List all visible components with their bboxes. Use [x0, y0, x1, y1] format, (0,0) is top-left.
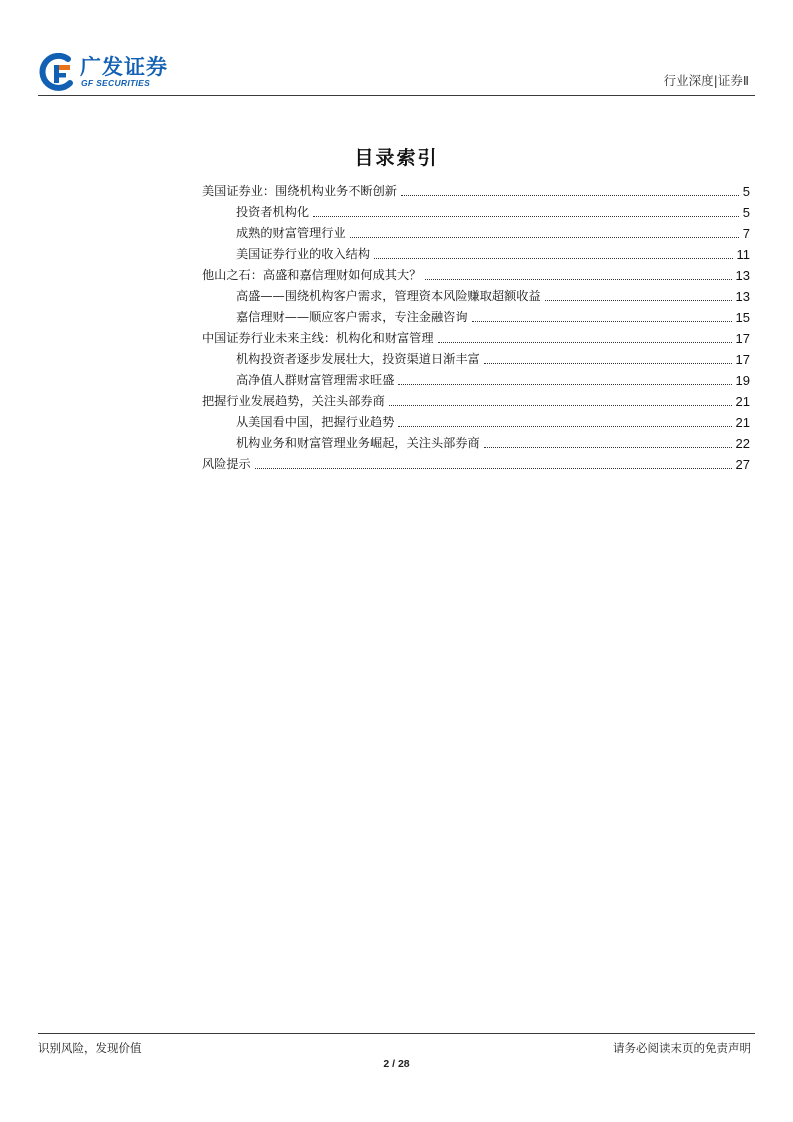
toc-leader-dots: [313, 216, 739, 217]
header-divider: [38, 95, 755, 96]
toc-entry-page: 11: [736, 247, 750, 262]
toc-entry-text: 高净值人群财富管理需求旺盛: [236, 373, 395, 387]
toc-entry[interactable]: [202, 285, 750, 305]
toc-entry-page: 15: [735, 310, 750, 325]
toc-entry-page: 7: [742, 226, 750, 241]
toc-entry-text: 机构投资者逐步发展壮大，投资渠道日渐丰富: [236, 352, 480, 366]
toc-entry-page: 5: [742, 205, 750, 220]
toc-entry-page: 21: [735, 415, 750, 430]
toc-entry-text: 把握行业发展趋势，关注头部券商: [202, 394, 385, 408]
toc-leader-dots: [425, 279, 731, 280]
toc-entry-page: 21: [735, 394, 750, 409]
toc-leader-dots: [438, 342, 732, 343]
toc-leader-dots: [350, 237, 739, 238]
toc-entry-text: 成熟的财富管理行业: [236, 226, 346, 240]
toc-leader-dots: [398, 426, 731, 427]
toc-entry-text: 嘉信理财——顺应客户需求，专注金融咨询: [236, 310, 468, 324]
toc-entry-page: 17: [735, 331, 750, 346]
toc-entry-page: 22: [735, 436, 750, 451]
toc-entry[interactable]: [202, 411, 750, 431]
toc-entry-text: 风险提示: [202, 457, 251, 471]
toc-leader-dots: [255, 468, 732, 469]
toc-entry-text: 他山之石：高盛和嘉信理财如何成其大？: [202, 268, 422, 282]
toc-entry-page: 13: [735, 289, 750, 304]
toc-entry-text: 中国证券行业未来主线：机构化和财富管理: [202, 331, 434, 345]
footer-disclaimer-note: 请务必阅读末页的免责声明: [613, 1041, 751, 1055]
toc-entry[interactable]: [202, 180, 750, 200]
toc-entry-text: 高盛——围绕机构客户需求，管理资本风险赚取超额收益: [236, 289, 541, 303]
toc-entry-page: 27: [735, 457, 750, 472]
toc-entry-text: 投资者机构化: [236, 205, 310, 219]
toc-leader-dots: [472, 321, 732, 322]
toc-entry[interactable]: [202, 306, 750, 326]
toc-leader-dots: [401, 195, 739, 196]
toc-leader-dots: [398, 384, 731, 385]
toc-entry[interactable]: [202, 453, 750, 473]
page-number: 2 / 28: [383, 1058, 410, 1070]
toc-leader-dots: [389, 405, 732, 406]
toc-leader-dots: [484, 363, 732, 364]
toc-entry[interactable]: [202, 243, 750, 263]
toc-entry-page: 17: [735, 352, 750, 367]
toc-entry[interactable]: [202, 222, 750, 242]
toc-entry[interactable]: [202, 390, 750, 410]
toc-entry[interactable]: [202, 264, 750, 284]
footer-slogan: 识别风险，发现价值: [38, 1041, 142, 1055]
toc-title: 目录索引: [354, 147, 439, 169]
report-category-tag: 行业深度|证券Ⅱ: [663, 73, 749, 88]
toc-entry-text: 美国证券行业的收入结构: [236, 247, 371, 261]
gf-securities-logo-icon: [38, 53, 76, 91]
toc-entry-page: 13: [735, 268, 750, 283]
company-logo: [38, 52, 178, 92]
logo-name-en: GF SECURITIES: [81, 78, 151, 88]
toc-entry[interactable]: [202, 432, 750, 452]
toc-entry-page: 19: [735, 373, 750, 388]
toc-entry-page: 5: [742, 184, 750, 199]
toc-entry[interactable]: [202, 348, 750, 368]
toc-entry-text: 从美国看中国，把握行业趋势: [236, 415, 395, 429]
toc-entry-text: 机构业务和财富管理业务崛起，关注头部券商: [236, 436, 480, 450]
logo-name-cn: 广发证券: [80, 55, 168, 79]
page-header: [38, 52, 755, 94]
toc-leader-dots: [545, 300, 732, 301]
toc-leader-dots: [374, 258, 732, 259]
toc-entry[interactable]: [202, 369, 750, 389]
toc-entry[interactable]: [202, 201, 750, 221]
toc-entry-text: 美国证券业：围绕机构业务不断创新: [202, 184, 397, 198]
toc-entry[interactable]: [202, 327, 750, 347]
toc-leader-dots: [484, 447, 732, 448]
footer-divider: [38, 1033, 755, 1034]
